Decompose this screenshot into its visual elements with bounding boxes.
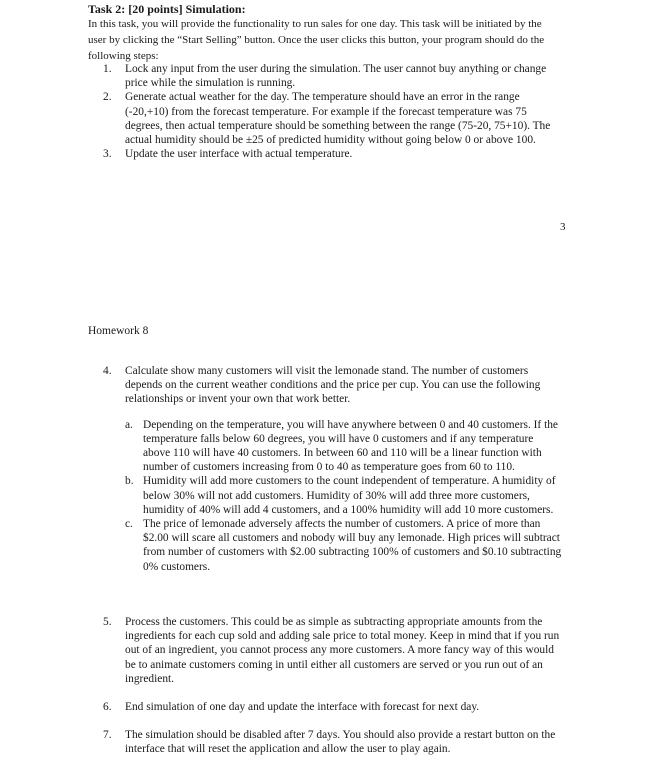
sub-item-text: The price of lemonade adversely affects the number of customers. A price of more than $2.00 will scare all customers and nobody will buy any lemonade. High prices will subtract from number of customers with $2.00 subtracting 100% of customers and $0.10 subtracting 0% customers. <box>143 518 562 573</box>
step-number: 3. <box>103 148 112 161</box>
list-item-step-4 <box>103 364 563 574</box>
step-text: The simulation should be disabled after 7 days. You should also provide a restart button on the interface that will reset the application and allow the user to play again. <box>125 729 556 756</box>
step-text: Calculate show many customers will visit the lemonade stand. The number of customers depends on the current weather conditions and the price per cup. You can use the following relationships or invent your own that work better. <box>125 365 541 406</box>
step-number: 2. <box>103 91 112 104</box>
step-number: 4. <box>103 365 112 377</box>
list-item-step-2 <box>103 90 563 147</box>
page-number: 3 <box>560 221 566 233</box>
sub-item-b <box>125 474 563 517</box>
list-item-step-6 <box>103 700 563 714</box>
list-item-step-3 <box>103 147 563 161</box>
sub-item-text: Humidity will add more customers to the count independent of temperature. A humidity of below 30% will not add customers. Humidity of 30% will add three more customers, humidity of 40% will add 4 customers, and a 100% humidity will add 10 more customers. <box>143 475 556 516</box>
step-number: 7. <box>103 729 112 741</box>
intro-paragraph: In this task, you will provide the functionality to run sales for one day. This task will be initiated by the user by clicking the “Start Selling” button. Once the user clicks this button, your program should do the following steps: <box>88 18 545 62</box>
sub-list <box>125 418 563 574</box>
step-text: Generate actual weather for the day. The temperature should have an error in the range (-20,+10) from the forecast temperature. For example if the forecast temperature was 75 degrees, then actual temperature should be something between the range (75-20, 75+10). The actual humidity should be ±25 of predicted humidity without going below 0 or above 100. <box>125 91 551 147</box>
step-text: End simulation of one day and update the interface with forecast for next day. <box>125 701 480 713</box>
list-item-step-5 <box>103 615 563 686</box>
sub-item-label: a. <box>125 418 133 431</box>
steps-top-list <box>103 62 563 161</box>
task-heading: Task 2: [20 points] Simulation: <box>88 2 246 16</box>
list-item-step-7 <box>103 728 563 756</box>
step-number: 6. <box>103 701 112 713</box>
sub-item-c <box>125 517 563 574</box>
sub-item-text: Depending on the temperature, you will have anywhere between 0 and 40 customers. If the temperature falls below 60 degrees, you will have 0 customers and if any temperature above 110 will have 40 customers. In between 60 and 110 will be a linear function with number of customers increasing from 0 to 40 as temperature goes from 60 to 110. <box>143 418 558 474</box>
list-item-step-1 <box>103 62 563 90</box>
step-text: Process the customers. This could be as simple as subtracting appropriate amounts from the ingredients for each cup sold and adding sale price to total money. Keep in mind that if you run out of an ingredient, you cannot process any more customers. A more fancy way of this would be to animate customers coming in until either all customers are served or you run out of an ingredient. <box>125 616 560 685</box>
sub-item-label: b. <box>125 475 134 488</box>
sub-item-label: c. <box>125 518 133 531</box>
sub-item-a <box>125 418 563 475</box>
step-text: Update the user interface with actual temperature. <box>125 148 353 161</box>
step-number: 5. <box>103 616 112 628</box>
step-4-block <box>103 364 563 574</box>
step-number: 1. <box>103 63 112 75</box>
step-text: Lock any input from the user during the simulation. The user cannot buy anything or change price while the simulation is running. <box>125 63 547 90</box>
page-header: Homework 8 <box>88 325 149 337</box>
